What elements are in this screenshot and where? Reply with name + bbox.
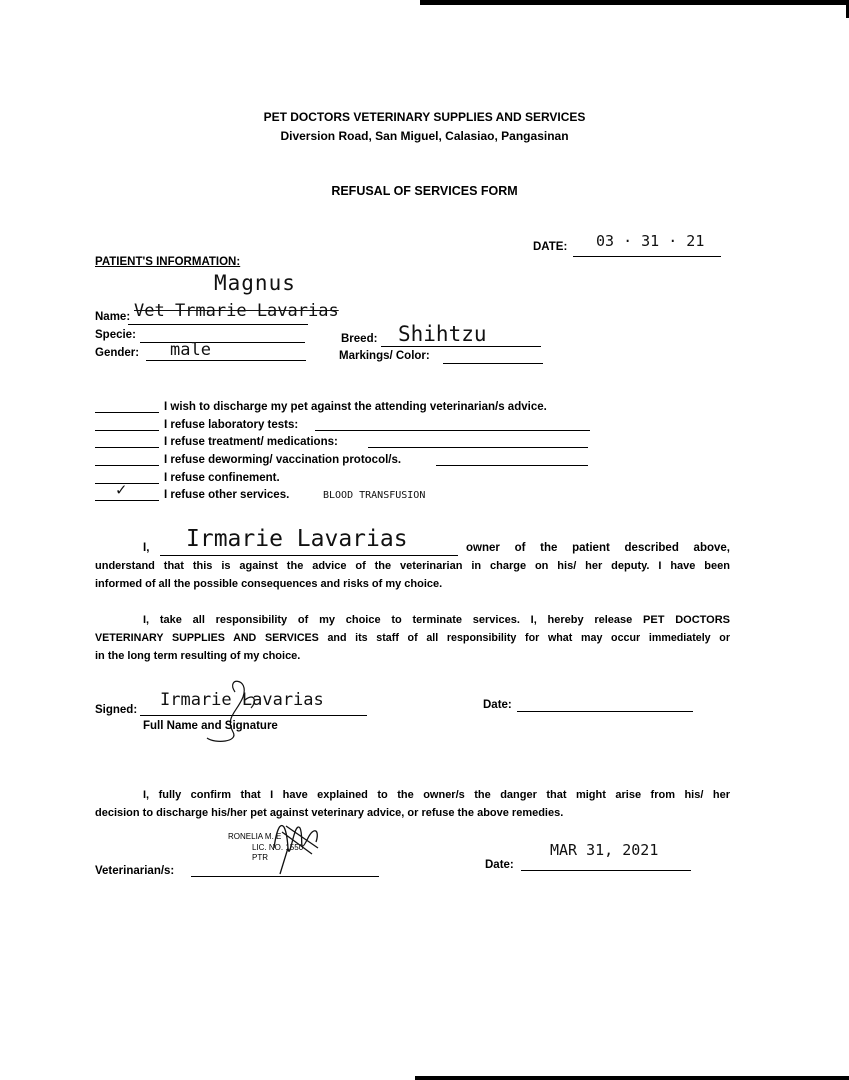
confirm-line-1: I, fully confirm that I have explained to the owner/s the danger that might arise from his/ her [143, 789, 730, 801]
release-line-1: I, take all responsibility of my choice to terminate services. I, hereby release PET DOCTORS [143, 614, 730, 626]
patient-name-value: Magnus [214, 271, 296, 295]
vet-stamp-license: LIC. NO. 1550 [252, 843, 304, 852]
markings-line [443, 363, 543, 364]
owner-name-value: Irmarie Lavarias [186, 526, 408, 552]
vet-signature-scribble [268, 808, 332, 878]
owner-prefix: I, [143, 542, 150, 554]
signature-scribble [195, 672, 275, 752]
gender-line [146, 360, 306, 361]
checklist-item-1: I wish to discharge my pet against the attending veterinarian/s advice. [164, 401, 547, 413]
checklist-blank-3[interactable] [95, 447, 159, 448]
date-label: DATE: [533, 241, 568, 253]
signed-label: Signed: [95, 704, 138, 716]
treatment-line [368, 447, 588, 448]
checklist-blank-4[interactable] [95, 465, 159, 466]
company-address: Diversion Road, San Miguel, Calasiao, Pangasinan [280, 129, 569, 143]
patient-name-crossed: Vet Trmarie Lavarias [134, 301, 339, 321]
vet-stamp-name: RONELIA M. E [228, 832, 282, 841]
vet-date-label: Date: [485, 859, 514, 871]
checklist-item-5: I refuse confinement. [164, 472, 280, 484]
form-title: REFUSAL OF SERVICES FORM [331, 184, 518, 198]
signed-value: Irmarie Lavarias [160, 690, 324, 710]
breed-line [381, 346, 541, 347]
veterinarian-label: Veterinarian/s: [95, 865, 175, 877]
checklist-item-2: I refuse laboratory tests: [164, 419, 299, 431]
deworming-line [436, 465, 588, 466]
checklist-mark-6: ✓ [116, 480, 127, 500]
markings-label: Markings/ Color: [339, 350, 430, 362]
checklist-item-4: I refuse deworming/ vaccination protocol/s. [164, 454, 402, 466]
checklist-item-3: I refuse treatment/ medications: [164, 436, 338, 448]
release-line-2: VETERINARY SUPPLIES AND SERVICES and its staff of all responsibility for what may occur immediately or [95, 632, 730, 644]
scan-edge-bottom [415, 1076, 849, 1080]
checklist-blank-2[interactable] [95, 430, 159, 431]
vet-stamp-ptr: PTR [252, 853, 268, 862]
date-line [573, 256, 721, 257]
signature-date-line [517, 711, 693, 712]
checklist-blank-1[interactable] [95, 412, 159, 413]
breed-value: Shihtzu [398, 322, 487, 346]
confirm-line-2: decision to discharge his/her pet against veterinary advice, or refuse the above remedies. [95, 807, 564, 819]
gender-value: male [170, 340, 211, 360]
gender-label: Gender: [95, 347, 140, 359]
checklist-blank-5[interactable] [95, 483, 159, 484]
specie-label: Specie: [95, 329, 136, 341]
checklist-blank-6[interactable] [95, 500, 159, 501]
other-services-note: BLOOD TRANSFUSION [323, 490, 426, 501]
specie-line [140, 342, 305, 343]
statement-line-3: informed of all the possible consequences and risks of my choice. [95, 578, 443, 590]
lab-tests-line [315, 430, 590, 431]
signature-date-label: Date: [483, 699, 512, 711]
checklist-item-6: I refuse other services. [164, 489, 290, 501]
release-line-3: in the long term resulting of my choice. [95, 650, 301, 662]
statement-line-2: understand that this is against the advice of the veterinarian in charge on his/ her deputy. I have been [95, 560, 730, 572]
name-label: Name: [95, 311, 131, 323]
signature-caption: Full Name and Signature [143, 720, 278, 732]
breed-label: Breed: [341, 333, 378, 345]
patient-section-label: PATIENT'S INFORMATION: [95, 256, 241, 268]
owner-name-line [160, 555, 458, 556]
vet-date-line [521, 870, 691, 871]
owner-suffix: owner of the patient described above, [466, 542, 730, 554]
scan-edge-top [420, 0, 849, 5]
company-name: PET DOCTORS VETERINARY SUPPLIES AND SERVICES [263, 110, 586, 124]
vet-date-value: MAR 31, 2021 [550, 841, 659, 859]
veterinarian-line [191, 876, 379, 877]
date-value: 03 · 31 · 21 [596, 232, 705, 250]
name-line [128, 324, 308, 325]
